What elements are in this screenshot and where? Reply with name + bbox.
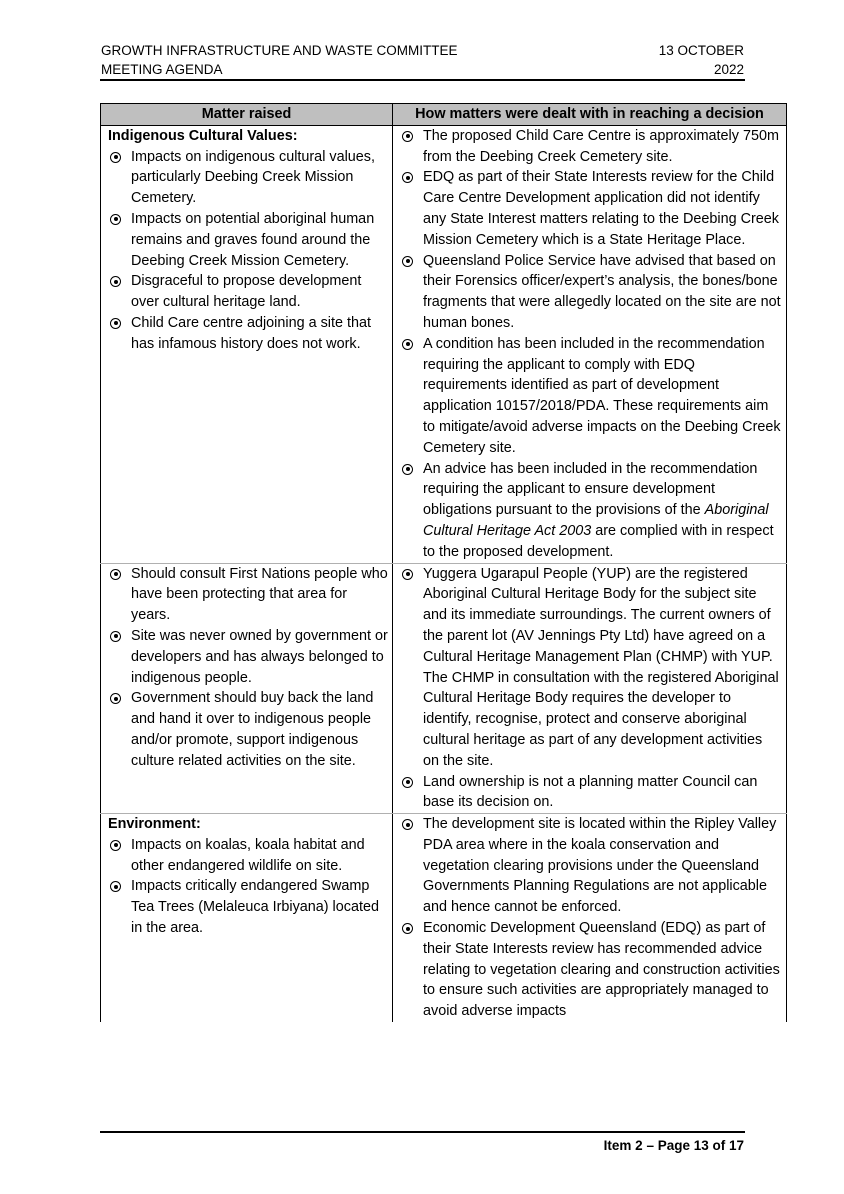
table-header-row	[101, 104, 787, 126]
matter-text: Disgraceful to propose development over cultural heritage land.	[131, 273, 362, 311]
circle-bullet-icon	[402, 131, 413, 142]
matter-text: Impacts on koalas, koala habitat and other endangered wildlife on site.	[131, 836, 365, 874]
list-item	[108, 876, 388, 938]
header-rule	[100, 79, 745, 81]
circle-bullet-icon	[402, 464, 413, 475]
table-row	[101, 814, 787, 1022]
response-advice-after: are complied with in respect to the proposed development.	[423, 522, 774, 560]
matter-list	[108, 835, 388, 939]
header-date-line2: 2022	[713, 62, 744, 77]
matter-text: Impacts on indigenous cultural values, particularly Deebing Creek Mission Cemetery.	[131, 148, 375, 207]
response-text: A condition has been included in the recommendation requiring the applicant to comply with EDQ requirements identified as part of development application 10157/2018/PDA. These requirements aim to mitigate/avoid adverse impacts on the Deebing Creek Cemetery site.	[423, 335, 781, 456]
list-item	[400, 167, 782, 250]
header-committee	[101, 41, 458, 79]
matter-title: Environment:	[108, 816, 201, 833]
matter-text: Impacts critically endangered Swamp Tea Trees (Melaleuca Irbiyana) located in the area.	[131, 878, 379, 937]
response-cell	[393, 814, 787, 1022]
matter-text: Site was never owned by government or developers and has always belonged to indigenous people.	[131, 627, 388, 686]
list-item	[108, 688, 388, 771]
circle-bullet-icon	[110, 318, 121, 329]
list-item	[108, 271, 388, 313]
matter-text: Government should buy back the land and hand it over to indigenous people and/or promote, support indigenous culture related activities on the site.	[131, 690, 374, 769]
matter-cell	[101, 814, 393, 1022]
matter-text: Impacts on potential aboriginal human remains and graves found around the Deebing Creek Mission Cemetery.	[131, 210, 375, 269]
list-item	[400, 334, 782, 459]
list-item	[108, 209, 388, 271]
list-item	[400, 564, 782, 772]
response-text: The development site is located within the Ripley Valley PDA area where in the koala conservation and vegetation clearing provisions under the Queensland Governments Planning Regulations are not applicable and hence cannot be enforced.	[423, 816, 777, 916]
circle-bullet-icon	[402, 256, 413, 267]
circle-bullet-icon	[110, 881, 121, 892]
circle-bullet-icon	[110, 276, 121, 287]
response-cell	[393, 125, 787, 563]
matter-cell	[101, 563, 393, 814]
list-item	[400, 814, 782, 918]
circle-bullet-icon	[402, 819, 413, 830]
list-item	[400, 126, 782, 168]
list-item	[108, 835, 388, 877]
response-text: Economic Development Queensland (EDQ) as part of their State Interests review has recommended advice relating to vegetation clearing and construction activities to ensure such activities are appropriately managed to avoid adverse impacts	[423, 920, 780, 1020]
list-item	[108, 313, 388, 355]
list-item	[108, 147, 388, 209]
matter-title: Indigenous Cultural Values:	[108, 127, 298, 144]
header-date	[659, 41, 744, 79]
circle-bullet-icon	[110, 214, 121, 225]
circle-bullet-icon	[402, 923, 413, 934]
circle-bullet-icon	[402, 339, 413, 350]
act-title: Aboriginal Cultural Heritage Act 2003	[423, 502, 769, 539]
header-date-line1: 13 OCTOBER	[658, 43, 744, 58]
response-text: Yuggera Ugarapul People (YUP) are the registered Aboriginal Cultural Heritage Body for the subject site and its immediate surroundings. The current owners of the parent lot (AV Jennings Pty Ltd) have agreed on a Cultural Heritage Management Plan (CHMP) with YUP. The CHMP in consultation with the registered Aboriginal Cultural Heritage Body requires the developer to identify, recognise, protect and conserve aboriginal cultural heritage as part of any development activities on the site.	[423, 565, 779, 769]
response-text: The proposed Child Care Centre is approximately 750m from the Deebing Creek Cemetery site.	[423, 127, 779, 165]
circle-bullet-icon	[402, 569, 413, 580]
response-advice-before: An advice has been included in the recommendation requiring the applicant to ensure development obligations pursuant to the provisions of the	[423, 460, 758, 519]
matter-text: Child Care centre adjoining a site that has infamous history does not work.	[131, 314, 371, 352]
table-row	[101, 125, 787, 563]
header-committee-line2: MEETING AGENDA	[101, 62, 223, 77]
footer-page-number: Item 2 – Page 13 of 17	[603, 1138, 744, 1153]
list-item	[108, 564, 388, 626]
column-header-matter: Matter raised	[101, 104, 393, 126]
matter-list	[108, 564, 388, 772]
response-list	[400, 126, 782, 563]
response-text: Queensland Police Service have advised that based on their Forensics officer/expert’s analysis, the bones/bone fragments that were allegedly located on the site are not human bones.	[423, 252, 781, 331]
response-list	[400, 814, 782, 1022]
circle-bullet-icon	[110, 631, 121, 642]
circle-bullet-icon	[110, 569, 121, 580]
column-header-response: How matters were dealt with in reaching a decision	[393, 104, 787, 126]
response-text: Land ownership is not a planning matter Council can base its decision on.	[423, 773, 758, 811]
header-committee-line1: GROWTH INFRASTRUCTURE AND WASTE COMMITTEE	[101, 43, 458, 58]
footer-rule	[100, 1131, 745, 1133]
response-cell	[393, 563, 787, 814]
matter-text: Should consult First Nations people who have been protecting that area for years.	[131, 565, 388, 624]
list-item	[108, 626, 388, 688]
circle-bullet-icon	[110, 840, 121, 851]
matter-cell	[101, 125, 393, 563]
circle-bullet-icon	[402, 777, 413, 788]
matter-list	[108, 147, 388, 355]
circle-bullet-icon	[110, 693, 121, 704]
list-item	[400, 918, 782, 1022]
list-item	[400, 459, 782, 563]
list-item	[400, 772, 782, 814]
table-row	[101, 563, 787, 814]
circle-bullet-icon	[110, 152, 121, 163]
response-text: EDQ as part of their State Interests review for the Child Care Centre Development application did not identify any State Interest matters relating to the Deebing Creek Mission Cemetery which is a State Heritage Place.	[423, 169, 779, 248]
circle-bullet-icon	[402, 172, 413, 183]
response-list	[400, 564, 782, 814]
list-item	[400, 251, 782, 334]
matters-table	[100, 103, 787, 1022]
